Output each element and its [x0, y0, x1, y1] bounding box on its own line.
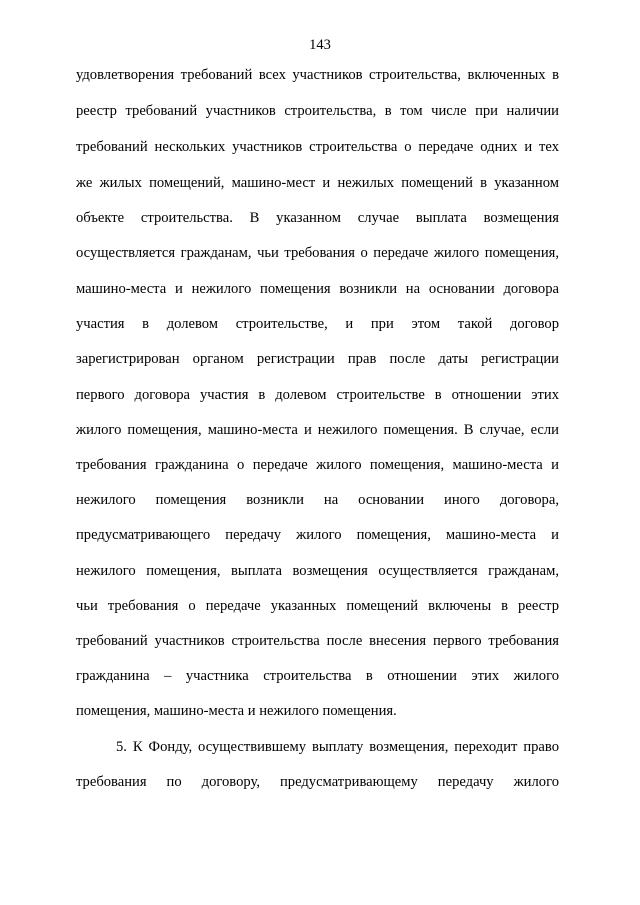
text-line: нежилого помещения, выплата возмещения осуществляется гражданам, [76, 563, 559, 579]
text-line: машино-места и нежилого помещения возникли на основании договора [76, 281, 559, 297]
text-line: нежилого помещения возникли на основании иного договора, [76, 492, 559, 508]
text-line: зарегистрирован органом регистрации прав после даты регистрации [76, 351, 559, 367]
text-line: предусматривающего передачу жилого помещения, машино-места и [76, 527, 559, 543]
text-line: участия в долевом строительстве, и при этом такой договор [76, 316, 559, 332]
text-line: помещения, машино-места и нежилого помещения. [76, 703, 397, 719]
text-line: объекте строительства. В указанном случае выплата возмещения [76, 210, 559, 226]
text-line: требований нескольких участников строительства о передаче одних и тех [76, 139, 559, 155]
text-line: чьи требования о передаче указанных помещений включены в реестр [76, 598, 559, 614]
text-line: 5. К Фонду, осуществившему выплату возмещения, переходит право [116, 739, 559, 755]
text-line: требования по договору, предусматривающему передачу жилого [76, 774, 559, 790]
text-line: жилого помещения, машино-места и нежилого помещения. В случае, если [76, 422, 559, 438]
text-line: реестр требований участников строительства, в том числе при наличии [76, 103, 559, 119]
text-line: требований участников строительства после внесения первого требования [76, 633, 559, 649]
text-line: требования гражданина о передаче жилого помещения, машино-места и [76, 457, 559, 473]
text-line: первого договора участия в долевом строительстве в отношении этих [76, 387, 559, 403]
text-line: удовлетворения требований всех участников строительства, включенных в [76, 67, 559, 83]
text-line: же жилых помещений, машино-мест и нежилых помещений в указанном [76, 175, 559, 191]
page-number: 143 [309, 37, 331, 53]
text-line: осуществляется гражданам, чьи требования о передаче жилого помещения, [76, 245, 559, 261]
text-line: гражданина – участника строительства в отношении этих жилого [76, 668, 559, 684]
